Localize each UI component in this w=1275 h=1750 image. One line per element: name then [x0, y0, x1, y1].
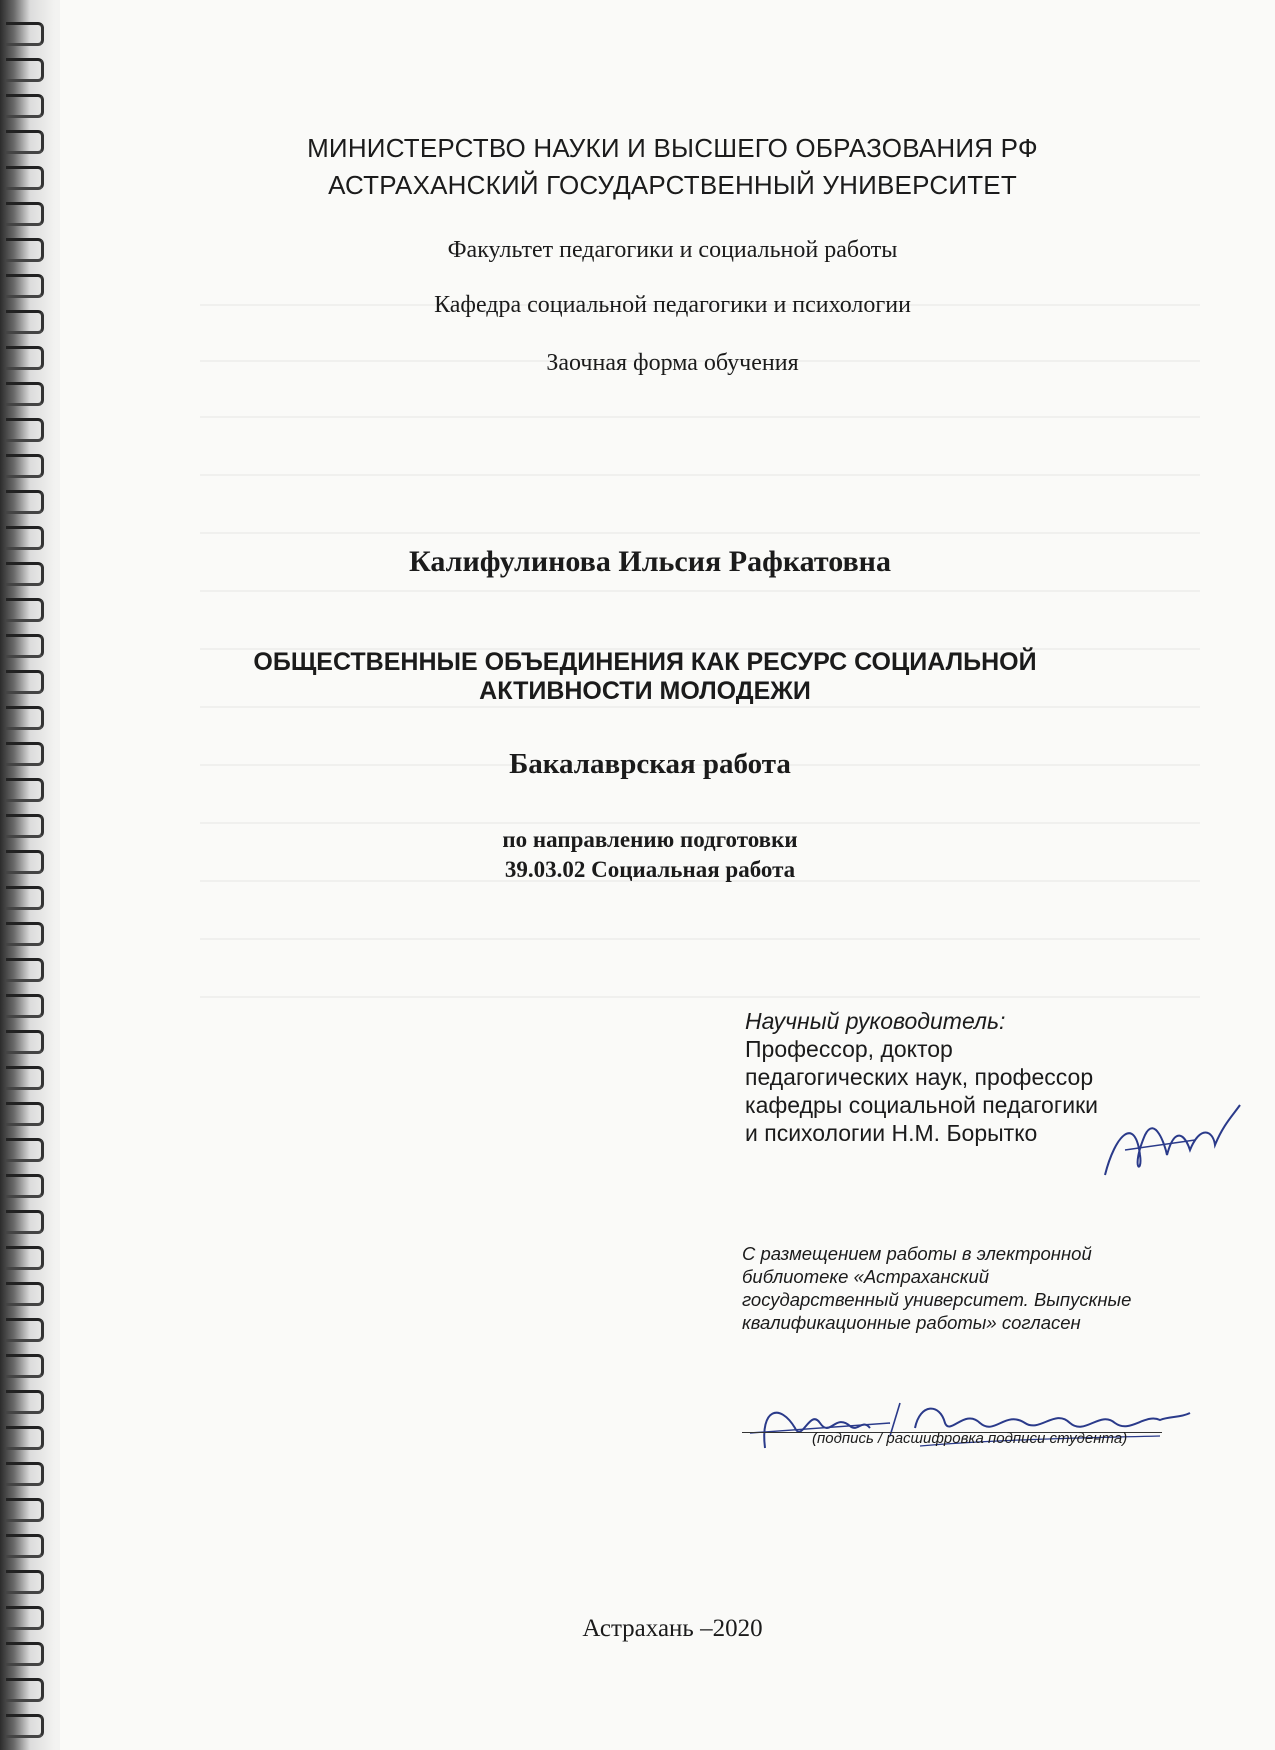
consent-line: государственный университет. Выпускные — [742, 1289, 1132, 1310]
binding-ring — [6, 706, 44, 730]
binding-ring — [6, 1354, 44, 1378]
binding-ring — [6, 22, 44, 46]
supervisor-line: педагогических наук, профессор — [745, 1064, 1094, 1090]
binding-ring — [6, 166, 44, 190]
binding-ring — [6, 1570, 44, 1594]
binding-ring — [6, 490, 44, 514]
binding-ring — [6, 994, 44, 1018]
binding-ring — [6, 958, 44, 982]
binding-ring — [6, 886, 44, 910]
binding-ring — [6, 1390, 44, 1414]
binding-ring — [6, 1714, 44, 1738]
signature-caption: (подпись / расшифровка подписи студента) — [812, 1430, 1128, 1447]
binding-ring — [6, 382, 44, 406]
binding-ring — [6, 1498, 44, 1522]
binding-ring — [6, 1210, 44, 1234]
binding-ring — [6, 238, 44, 262]
binding-ring — [6, 1030, 44, 1054]
binding-ring — [6, 1174, 44, 1198]
faculty-name: Факультет педагогики и социальной работы — [447, 237, 898, 263]
study-form: Заочная форма обучения — [546, 350, 799, 376]
binding-ring — [6, 1066, 44, 1090]
show-through-line — [200, 934, 1200, 940]
spiral-binding — [0, 0, 60, 1750]
binding-ring — [6, 814, 44, 838]
binding-ring — [6, 130, 44, 154]
show-through-line — [200, 412, 1200, 418]
binding-ring — [6, 1282, 44, 1306]
binding-ring — [6, 1678, 44, 1702]
supervisor-role: Научный руководитель: — [745, 1008, 1006, 1034]
show-through-line — [200, 818, 1200, 824]
binding-ring — [6, 346, 44, 370]
supervisor-signature — [1095, 1095, 1245, 1190]
binding-ring — [6, 418, 44, 442]
binding-ring — [6, 634, 44, 658]
binding-ring — [6, 310, 44, 334]
binding-ring — [6, 202, 44, 226]
binding-ring — [6, 562, 44, 586]
show-through-line — [200, 586, 1200, 592]
show-through-line — [200, 528, 1200, 534]
ministry-heading: МИНИСТЕРСТВО НАУКИ И ВЫСШЕГО ОБРАЗОВАНИЯ РФ — [307, 133, 1038, 163]
binding-ring — [6, 1642, 44, 1666]
supervisor-line: Профессор, доктор — [745, 1036, 953, 1062]
direction-label: по направлению подготовки — [502, 827, 798, 852]
binding-ring — [6, 1246, 44, 1270]
thesis-title-line-1: ОБЩЕСТВЕННЫЕ ОБЪЕДИНЕНИЯ КАК РЕСУРС СОЦИАЛЬНОЙ — [253, 648, 1037, 676]
binding-ring — [6, 274, 44, 298]
binding-ring — [6, 1138, 44, 1162]
university-heading: АСТРАХАНСКИЙ ГОСУДАРСТВЕННЫЙ УНИВЕРСИТЕТ — [328, 170, 1017, 200]
show-through-line — [200, 992, 1200, 998]
consent-line: библиотеке «Астраханский — [742, 1266, 990, 1287]
consent-block — [742, 1242, 1182, 1334]
binding-ring — [6, 1606, 44, 1630]
binding-ring — [6, 598, 44, 622]
binding-ring — [6, 94, 44, 118]
binding-ring — [6, 526, 44, 550]
direction-code: 39.03.02 Социальная работа — [504, 857, 796, 882]
supervisor-line: кафедры социальной педагогики — [745, 1092, 1098, 1118]
thesis-title-line-2: АКТИВНОСТИ МОЛОДЕЖИ — [479, 677, 811, 705]
binding-ring — [6, 1462, 44, 1486]
consent-line: квалификационные работы» согласен — [742, 1312, 1081, 1333]
binding-ring — [6, 850, 44, 874]
supervisor-line: и психологии Н.М. Борытко — [745, 1120, 1038, 1146]
binding-ring — [6, 58, 44, 82]
binding-ring — [6, 1102, 44, 1126]
student-signature — [740, 1388, 1220, 1468]
work-type: Бакалаврская работа — [509, 748, 791, 780]
city-year: Астрахань –2020 — [582, 1615, 763, 1642]
binding-ring — [6, 1534, 44, 1558]
department-name: Кафедра социальной педагогики и психологии — [434, 292, 911, 318]
binding-ring — [6, 742, 44, 766]
binding-ring — [6, 454, 44, 478]
binding-ring — [6, 1426, 44, 1450]
author-name: Калифулинова Ильсия Рафкатовна — [409, 545, 891, 578]
show-through-line — [200, 470, 1200, 476]
consent-line: С размещением работы в электронной — [742, 1243, 1092, 1264]
binding-ring — [6, 778, 44, 802]
binding-ring — [6, 922, 44, 946]
binding-ring — [6, 1318, 44, 1342]
binding-ring — [6, 670, 44, 694]
